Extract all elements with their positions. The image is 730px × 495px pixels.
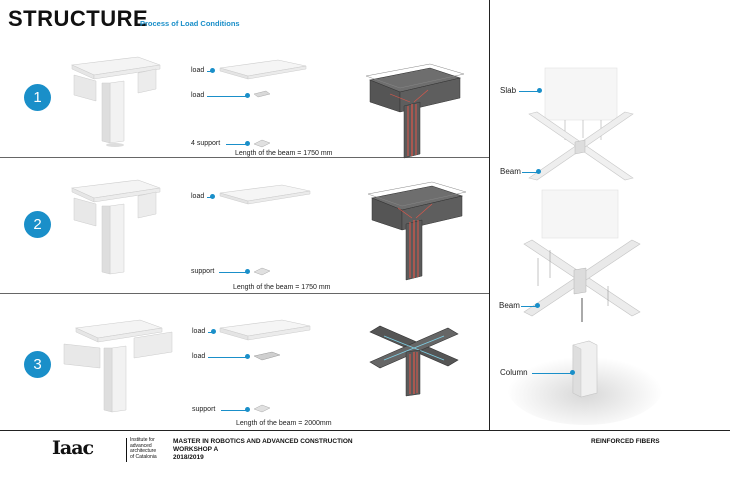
- row3-label-load: load: [192, 328, 206, 335]
- leader-dot: [245, 93, 250, 98]
- row2-label-load: load: [191, 193, 205, 200]
- slab-piece-1: [218, 58, 308, 83]
- vertical-divider: [489, 0, 490, 430]
- exploded-label-beam-1: Beam: [500, 167, 521, 176]
- table-model-2: [60, 178, 170, 278]
- table-model-1: [60, 55, 170, 155]
- leader-dot: [210, 194, 215, 199]
- leader-line: [207, 96, 247, 97]
- leader-dot: [535, 303, 540, 308]
- leader-dot: [245, 407, 250, 412]
- leader-dot: [211, 329, 216, 334]
- row3-label-load-2: load: [192, 353, 206, 360]
- leader-dot: [570, 370, 575, 375]
- program-info: MASTER IN ROBOTICS AND ADVANCED CONSTRUCTION WORKSHOP A 2018/2019: [173, 438, 353, 461]
- page-title: STRUCTURE: [8, 6, 149, 31]
- support-piece-2: [252, 267, 272, 277]
- row1-label-load-2: load: [191, 92, 205, 99]
- exploded-label-beam-2: Beam: [499, 301, 520, 310]
- leader-dot: [536, 169, 541, 174]
- step-badge-1: 1: [24, 84, 51, 111]
- step-badge-2: 2: [24, 211, 51, 238]
- table-model-3: [60, 318, 175, 418]
- row2-beam-note: Length of the beam = 1750 mm: [233, 284, 331, 291]
- leader-dot: [245, 141, 250, 146]
- support-piece-3: [252, 404, 272, 414]
- institute-name: Institute for advanced architecture of Catalonia: [130, 437, 157, 460]
- row3-label-support: support: [192, 406, 216, 413]
- leader-dot: [245, 269, 250, 274]
- exploded-label-slab: Slab: [500, 86, 517, 95]
- iaac-logo: Iaac: [52, 437, 94, 459]
- support-piece-1: [252, 139, 272, 149]
- stress-model-2: [362, 182, 472, 282]
- logo-divider: [126, 438, 127, 462]
- exploded-label-column: Column: [500, 368, 528, 377]
- row2-label-support: support: [191, 268, 215, 275]
- row1-label-load: load: [191, 67, 205, 74]
- bracket-piece-3: [252, 350, 282, 362]
- row1-beam-note: Length of the beam = 1750 mm: [235, 150, 333, 157]
- leader-dot: [245, 354, 250, 359]
- exploded-column: [505, 335, 665, 427]
- row1-label-support: 4 support: [191, 140, 221, 147]
- row3-beam-note: Length of the beam = 2000mm: [236, 420, 332, 427]
- leader-line: [226, 144, 246, 145]
- footer-divider: [0, 430, 730, 431]
- bracket-piece-1: [252, 89, 272, 99]
- stress-model-3: [364, 322, 464, 400]
- leader-line: [221, 410, 246, 411]
- stress-model-1: [360, 62, 470, 160]
- step-badge-3: 3: [24, 351, 51, 378]
- leader-dot: [210, 68, 215, 73]
- leader-line: [208, 357, 246, 358]
- leader-line: [219, 272, 246, 273]
- page-subtitle: Process of Load Conditions: [140, 19, 240, 28]
- slab-piece-2: [218, 183, 313, 208]
- slab-piece-3: [218, 318, 313, 344]
- right-title: REINFORCED FIBERS: [591, 438, 660, 445]
- leader-line: [532, 373, 572, 374]
- exploded-top-assembly: [525, 66, 640, 186]
- row-divider-2: [0, 293, 489, 294]
